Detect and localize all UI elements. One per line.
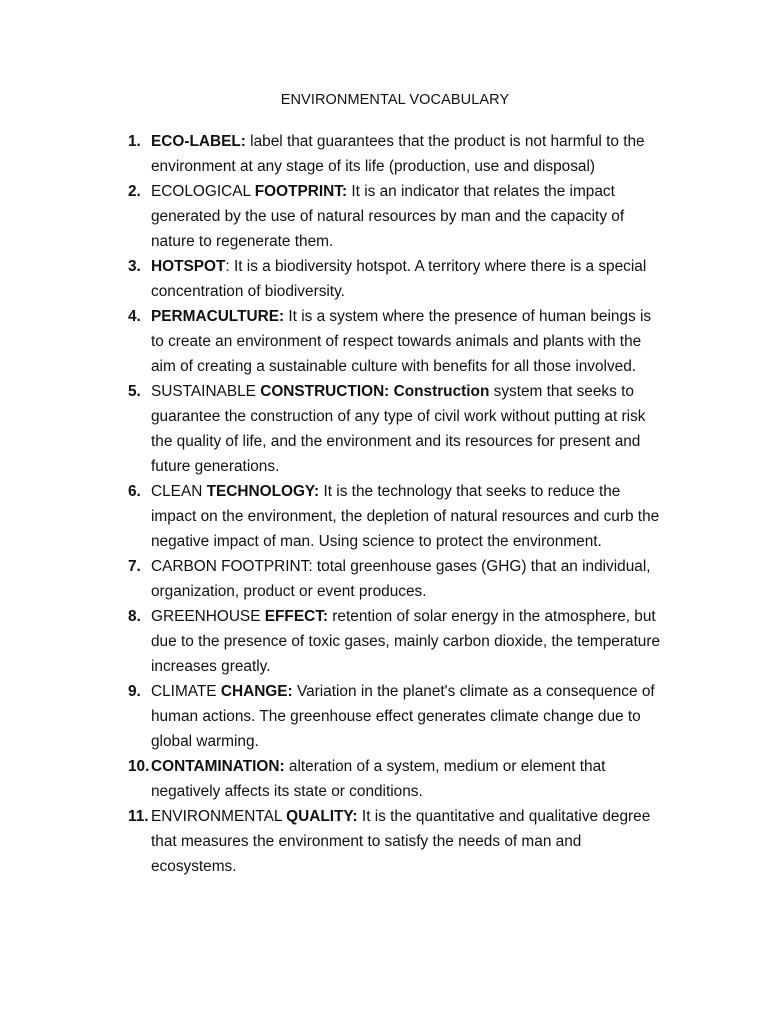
item-number: 7. <box>128 558 141 575</box>
term: CHANGE: <box>220 683 293 700</box>
term: FOOTPRINT: <box>254 183 348 200</box>
definition: It is an indicator that relates the impact generated by the use of natural resources by man and the capacity of nature to regenerate them. <box>151 183 625 250</box>
list-item <box>128 129 668 179</box>
page-title: ENVIRONMENTAL VOCABULARY <box>280 92 510 108</box>
term-prefix: CLIMATE <box>151 683 221 700</box>
item-number: 1. <box>128 133 141 150</box>
term-prefix: GREENHOUSE <box>151 608 265 625</box>
vocabulary-list <box>128 129 668 879</box>
term: CONTAMINATION: <box>151 758 285 775</box>
term: TECHNOLOGY: <box>206 483 320 500</box>
item-number: 5. <box>128 383 141 400</box>
definition: retention of solar energy in the atmosphere, but due to the presence of toxic gases, mainly carbon dioxide, the temperature increases greatly. <box>151 608 661 675</box>
term: EFFECT: <box>264 608 329 625</box>
item-number: 11. <box>128 808 149 825</box>
definition: It is the quantitative and qualitative degree that measures the environment to satisfy the needs of man and ecosystems. <box>151 808 651 875</box>
list-item <box>128 554 668 604</box>
definition: Variation in the planet's climate as a consequence of human actions. The greenhouse effect generates climate change due to global warming. <box>151 683 655 750</box>
definition: system that seeks to guarantee the construction of any type of civil work without putting at risk the quality of life, and the environment and its resources for present and future generations. <box>151 383 646 475</box>
term-prefix: CLEAN <box>151 483 207 500</box>
term-prefix: ECOLOGICAL <box>151 183 255 200</box>
list-item <box>128 604 668 679</box>
definition: alteration of a system, medium or element that negatively affects its state or conditions. <box>151 758 606 800</box>
term: HOTSPOT <box>151 258 226 275</box>
item-number: 10. <box>128 758 150 775</box>
item-number: 2. <box>128 183 141 200</box>
list-item <box>128 179 668 254</box>
term-prefix: CARBON FOOTPRINT: <box>151 558 313 575</box>
list-item <box>128 254 668 304</box>
definition: It is a system where the presence of human beings is to create an environment of respect towards animals and plants with the aim of creating a sustainable culture with benefits for all those involved. <box>151 308 652 375</box>
definition: It is the technology that seeks to reduce the impact on the environment, the depletion of natural resources and curb the negative impact of man. Using science to protect the environment. <box>151 483 660 550</box>
term: CONSTRUCTION: <box>260 383 394 400</box>
term: QUALITY: <box>286 808 358 825</box>
definition: label that guarantees that the product is not harmful to the environment at any stage of its life (production, use and disposal) <box>151 133 645 175</box>
list-item <box>128 479 668 554</box>
term-prefix: SUSTAINABLE <box>151 383 261 400</box>
list-item <box>128 379 668 479</box>
item-number: 6. <box>128 483 141 500</box>
item-number: 4. <box>128 308 141 325</box>
term: PERMACULTURE: <box>151 308 285 325</box>
list-item <box>128 679 668 754</box>
list-item <box>128 304 668 379</box>
term-prefix: ENVIRONMENTAL <box>151 808 287 825</box>
definition: : It is a biodiversity hotspot. A territory where there is a special concentration of biodiversity. <box>151 258 647 300</box>
list-item <box>128 754 668 804</box>
list-item <box>128 804 668 879</box>
item-number: 3. <box>128 258 141 275</box>
definition: total greenhouse gases (GHG) that an individual, organization, product or event produces. <box>151 558 651 600</box>
definition-lead: Construction <box>393 383 490 400</box>
item-number: 8. <box>128 608 141 625</box>
term: ECO-LABEL: <box>151 133 246 150</box>
item-number: 9. <box>128 683 141 700</box>
